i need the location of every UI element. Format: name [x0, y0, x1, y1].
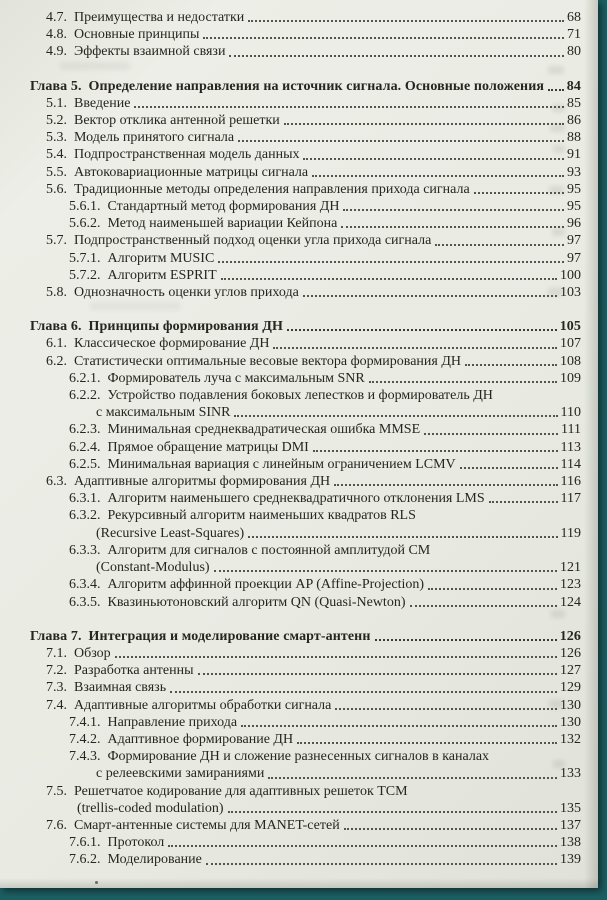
toc-entry — [30, 576, 581, 593]
dot-leader — [435, 244, 564, 246]
toc-entry — [30, 215, 581, 232]
entry-page-number: 130 — [560, 697, 581, 713]
entry-page-number: 124 — [560, 594, 581, 610]
entry-title: Устройство подавления боковых лепестков и формирователь ДН — [107, 388, 493, 404]
entry-title: Квазиньютоновский алгоритм QN (Quasi-Newton) — [107, 594, 406, 610]
entry-page-number: 138 — [560, 835, 581, 851]
toc-entry — [30, 232, 581, 249]
toc-entry — [30, 439, 581, 456]
entry-number: 7.4.2. — [69, 731, 101, 747]
page-bleed-through — [551, 610, 565, 618]
page-bleed-through — [553, 145, 565, 153]
toc-entry — [30, 697, 581, 714]
toc-chapter-entry — [30, 318, 581, 335]
entry-number: 5.6. — [46, 181, 67, 197]
entry-number: 7.1. — [46, 645, 67, 661]
entry-number: 5.2. — [46, 113, 67, 129]
toc-entry — [30, 473, 581, 490]
entry-title: Алгоритм ESPRIT — [107, 267, 217, 283]
entry-title: Классическое формирование ДН — [74, 336, 270, 352]
entry-page-number: 116 — [560, 474, 581, 490]
toc-entry — [30, 765, 581, 782]
entry-number: 5.5. — [46, 164, 67, 180]
entry-page-number: 100 — [560, 267, 581, 283]
dot-leader — [287, 329, 557, 331]
dot-leader — [221, 278, 557, 280]
dot-leader — [297, 742, 557, 744]
entry-page-number: 130 — [560, 714, 581, 730]
toc-entry — [30, 146, 581, 163]
entry-page-number: 139 — [560, 852, 581, 868]
entry-title: с максимальным SINR — [96, 405, 231, 421]
entry-number: 6.1. — [46, 336, 67, 352]
entry-page-number: 119 — [560, 525, 581, 541]
entry-number: 7.6.2. — [69, 852, 101, 868]
dot-leader — [203, 37, 564, 39]
page-bleed-through — [90, 302, 180, 310]
toc-entry — [30, 800, 581, 817]
toc-entry — [30, 679, 581, 696]
toc-entry — [30, 181, 581, 198]
dot-leader — [238, 140, 564, 142]
entry-page-number: 117 — [560, 491, 581, 507]
entry-page-number: 126 — [560, 645, 581, 661]
entry-page-number: 105 — [559, 319, 581, 335]
entry-title: Подпространственный подход оценки угла прихода сигнала — [74, 233, 432, 249]
entry-title: Формирователь луча с максимальным SNR — [107, 370, 365, 386]
dot-leader — [375, 639, 557, 641]
dot-leader — [218, 261, 564, 263]
entry-number: 4.9. — [46, 44, 67, 60]
dot-leader — [248, 536, 557, 538]
dot-leader — [465, 364, 557, 366]
entry-page-number: 123 — [560, 577, 581, 593]
entry-number: Глава 7. — [30, 628, 82, 644]
entry-number: 6.3.5. — [69, 594, 101, 610]
entry-page-number: 126 — [559, 628, 581, 644]
entry-number: 6.2.2. — [69, 388, 101, 404]
entry-title: Минимальная вариация с линейным ограничением LCMV — [107, 456, 456, 472]
toc-entry — [30, 26, 581, 43]
entry-title: Алгоритм MUSIC — [107, 250, 215, 266]
entry-title: Адаптивные алгоритмы формирования ДН — [74, 474, 331, 490]
entry-number: 6.2.3. — [69, 422, 101, 438]
entry-page-number: 86 — [567, 113, 581, 129]
entry-title: Моделирование — [107, 852, 202, 868]
entry-page-number: 114 — [560, 456, 581, 472]
dot-leader — [548, 89, 564, 91]
dot-leader — [489, 501, 558, 503]
toc-entry — [30, 748, 581, 765]
toc-entry — [30, 129, 581, 146]
entry-number: 5.7.1. — [69, 250, 101, 266]
entry-page-number: 95 — [567, 199, 581, 215]
page-bleed-through — [549, 186, 564, 194]
entry-number: 5.8. — [46, 285, 67, 301]
entry-number: 7.3. — [46, 680, 67, 696]
entry-title: Прямое обращение матрицы DMI — [107, 439, 309, 455]
entry-page-number: 103 — [560, 285, 581, 301]
entry-number: 6.3. — [46, 474, 67, 490]
entry-title: Подпространственная модель данных — [74, 147, 300, 163]
entry-title: Модель принятого сигнала — [74, 130, 235, 146]
entry-title: Эффекты взаимной связи — [74, 44, 226, 60]
toc-chapter-entry — [30, 78, 581, 95]
entry-number: 7.2. — [46, 663, 67, 679]
dot-leader — [334, 484, 557, 486]
dot-leader — [284, 123, 564, 125]
entry-number: 5.1. — [46, 95, 67, 111]
entry-number: 6.2.4. — [69, 439, 101, 455]
toc-entry — [30, 164, 581, 181]
entry-title: Протокол — [107, 835, 165, 851]
toc-entry — [30, 783, 581, 800]
dot-leader — [303, 295, 557, 297]
entry-number: 5.7.2. — [69, 267, 101, 283]
page-bleed-through — [548, 66, 564, 74]
entry-number: 6.3.4. — [69, 577, 101, 593]
entry-title: Стандартный метод формирования ДН — [107, 199, 340, 215]
entry-number: 4.7. — [46, 10, 67, 25]
entry-page-number: 71 — [567, 27, 581, 43]
entry-title: Алгоритм для сигналов с постоянной амплитудой CM — [107, 542, 431, 558]
entry-page-number: 91 — [567, 147, 581, 163]
entry-page-number: 95 — [567, 181, 581, 197]
dot-leader — [214, 570, 557, 572]
entry-page-number: 111 — [561, 422, 581, 438]
entry-page-number: 133 — [560, 766, 581, 782]
entry-title: (Constant-Modulus) — [96, 560, 210, 576]
dot-leader — [424, 433, 558, 435]
page-bleed-through — [550, 124, 565, 132]
entry-title: Минимальная среднеквадратическая ошибка MMSE — [107, 422, 421, 438]
dot-leader — [134, 106, 564, 108]
entry-title: Алгоритм аффинной проекции AP (Affine-Projection) — [107, 577, 425, 593]
entry-title: Интеграция и моделирование смарт-антенн — [88, 628, 371, 644]
dot-leader — [268, 777, 557, 779]
entry-page-number: 80 — [567, 44, 581, 60]
entry-page-number: 110 — [560, 405, 581, 421]
toc-entry — [30, 250, 581, 267]
toc-entry — [30, 525, 581, 542]
toc-entry — [30, 559, 581, 576]
entry-page-number: 107 — [560, 336, 581, 352]
entry-number: 6.3.1. — [69, 491, 101, 507]
entry-page-number: 97 — [567, 233, 581, 249]
toc-entry — [30, 9, 581, 26]
toc-entry — [30, 645, 581, 662]
entry-title: Определение направления на источник сигнала. Основные положения — [88, 78, 545, 94]
entry-number: 6.2.5. — [69, 456, 101, 472]
entry-title: Метод наименьшей вариации Кейпона — [107, 216, 338, 232]
toc-entry — [30, 353, 581, 370]
entry-title: Формирование ДН и сложение разнесенных сигналов в каналах — [107, 749, 490, 765]
entry-title: Решетчатое кодирование для адаптивных решеток TCM — [74, 783, 408, 799]
entry-number: 6.2.1. — [69, 370, 101, 386]
entry-title: Введение — [74, 95, 131, 111]
toc-entry — [30, 335, 581, 352]
toc-entry — [30, 404, 581, 421]
entry-number: 7.4.1. — [69, 714, 101, 730]
entry-page-number: 113 — [560, 439, 581, 455]
dot-leader — [460, 467, 558, 469]
entry-title: (trellis-coded modulation) — [77, 800, 224, 816]
dot-leader — [228, 811, 557, 813]
toc-entry — [30, 714, 581, 731]
entry-number: 7.4.3. — [69, 749, 101, 765]
toc-entry — [30, 731, 581, 748]
toc-entry — [30, 284, 581, 301]
toc-entry — [30, 421, 581, 438]
entry-number: 6.3.3. — [69, 542, 101, 558]
page-bleed-through — [60, 62, 130, 70]
toc-entry — [30, 95, 581, 112]
toc-entry — [30, 490, 581, 507]
entry-number: 5.4. — [46, 147, 67, 163]
entry-number: 4.8. — [46, 27, 67, 43]
entry-page-number: 85 — [567, 95, 581, 111]
dot-leader — [335, 708, 557, 710]
entry-number: Глава 6. — [30, 319, 82, 335]
dot-leader — [229, 55, 564, 57]
entry-title: Преимущества и недостатки — [74, 10, 245, 25]
dot-leader — [168, 845, 557, 847]
entry-number: 5.6.1. — [69, 199, 101, 215]
dot-leader — [248, 20, 564, 22]
entry-number: 6.3.2. — [69, 508, 101, 524]
entry-title: Традиционные методы определения направления прихода сигнала — [74, 181, 470, 197]
entry-number: 7.5. — [46, 783, 67, 799]
entry-number: 6.2. — [46, 353, 67, 369]
entry-title: Однозначность оценки углов прихода — [74, 285, 299, 301]
entry-title: Взаимная связь — [74, 680, 167, 696]
entry-page-number: 137 — [560, 817, 581, 833]
entry-title: Адаптивное формирование ДН — [107, 731, 294, 747]
toc-entry — [30, 112, 581, 129]
toc-entry — [30, 267, 581, 284]
entry-page-number: 96 — [567, 216, 581, 232]
dot-leader — [198, 673, 557, 675]
entry-page-number: 135 — [560, 800, 581, 816]
dot-leader — [428, 588, 557, 590]
toc-entry — [30, 817, 581, 834]
toc-entry — [30, 370, 581, 387]
dot-leader — [115, 656, 557, 658]
entry-page-number: 132 — [560, 731, 581, 747]
entry-title: Смарт-антенные системы для MANET-сетей — [74, 817, 340, 833]
entry-page-number: 108 — [560, 353, 581, 369]
entry-number: 7.4. — [46, 697, 67, 713]
table-of-contents — [30, 9, 581, 869]
entry-title: Основные принципы — [74, 27, 200, 43]
entry-page-number: 97 — [567, 250, 581, 266]
entry-number: Глава 5. — [30, 78, 82, 94]
entry-page-number: 121 — [560, 560, 581, 576]
entry-title: (Recursive Least-Squares) — [96, 525, 245, 541]
scan-speck — [95, 881, 98, 884]
toc-entry — [30, 387, 581, 404]
entry-page-number: 93 — [567, 164, 581, 180]
toc-entry — [30, 456, 581, 473]
page-bleed-through — [552, 228, 565, 236]
entry-page-number: 129 — [560, 680, 581, 696]
entry-number: 7.6.1. — [69, 835, 101, 851]
entry-page-number: 127 — [560, 663, 581, 679]
dot-leader — [369, 381, 557, 383]
entry-title: Статистически оптимальные весовые вектора формирования ДН — [74, 353, 462, 369]
entry-title: Разработка антенны — [74, 663, 194, 679]
dot-leader — [234, 415, 557, 417]
entry-title: Принципы формирования ДН — [88, 319, 283, 335]
entry-title: Рекурсивный алгоритм наименьших квадратов RLS — [107, 508, 416, 524]
dot-leader — [343, 209, 564, 211]
page-bleed-through — [548, 288, 564, 296]
dot-leader — [313, 450, 558, 452]
entry-page-number: 88 — [567, 130, 581, 146]
toc-entry — [30, 198, 581, 215]
toc-entry — [30, 594, 581, 611]
toc-entry — [30, 542, 581, 559]
entry-page-number: 109 — [560, 370, 581, 386]
dot-leader — [273, 347, 557, 349]
page-bleed-through — [552, 104, 565, 112]
dot-leader — [341, 226, 564, 228]
toc-entry — [30, 851, 581, 868]
toc-entry — [30, 43, 581, 60]
entry-title: Автоковариационные матрицы сигнала — [74, 164, 309, 180]
entry-title: Алгоритм наименьшего среднеквадратичного отклонения LMS — [107, 491, 485, 507]
entry-number: 5.6.2. — [69, 216, 101, 232]
page-bleed-through — [549, 700, 564, 708]
toc-entry — [30, 507, 581, 524]
toc-entry — [30, 834, 581, 851]
dot-leader — [303, 158, 564, 160]
entry-number: 7.6. — [46, 817, 67, 833]
entry-page-number: 68 — [567, 10, 581, 25]
entry-title: с релеевскими замираниями — [96, 766, 265, 782]
entry-title: Вектор отклика антенной решетки — [74, 113, 280, 129]
dot-leader — [410, 605, 558, 607]
toc-chapter-entry — [30, 628, 581, 645]
entry-title: Направление прихода — [107, 714, 238, 730]
dot-leader — [312, 175, 564, 177]
entry-page-number: 84 — [566, 78, 581, 94]
dot-leader — [170, 691, 557, 693]
entry-title: Обзор — [74, 645, 111, 661]
dot-leader — [344, 828, 557, 830]
dot-leader — [206, 863, 557, 865]
page-bleed-through — [553, 760, 565, 768]
entry-number: 5.7. — [46, 233, 67, 249]
toc-entry — [30, 662, 581, 679]
entry-title: Адаптивные алгоритмы обработки сигнала — [74, 697, 332, 713]
entry-number: 5.3. — [46, 130, 67, 146]
dot-leader — [241, 725, 557, 727]
